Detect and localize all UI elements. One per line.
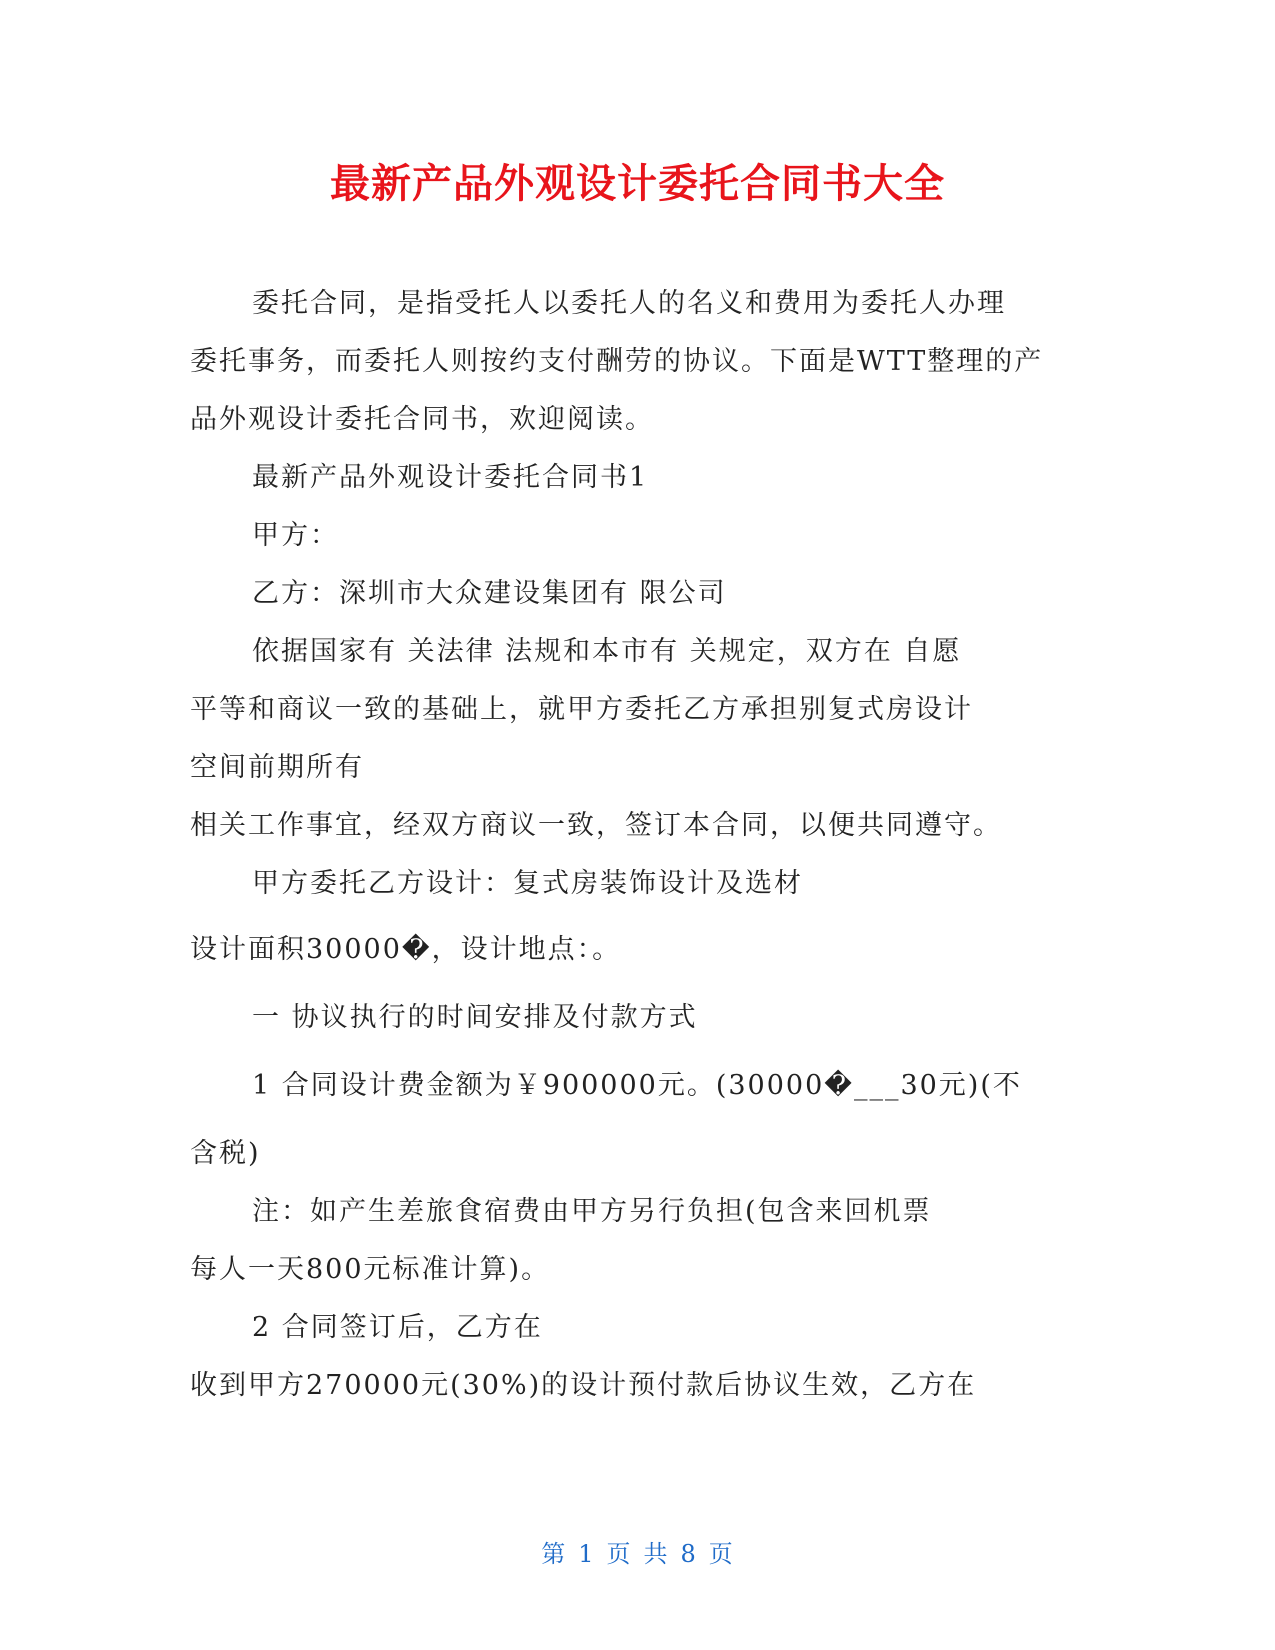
section-heading: 一 协议执行的时间安排及付款方式 — [252, 1002, 698, 1033]
paragraph-line: 甲方委托乙方设计：复式房装饰设计及选材 — [252, 868, 803, 899]
note-line: 每人一天800元标准计算)。 — [190, 1254, 551, 1285]
page-label-mid: 页 — [606, 1540, 632, 1568]
page-label-prefix: 第 — [541, 1540, 567, 1568]
contract-heading: 最新产品外观设计委托合同书1 — [252, 462, 649, 493]
clause-line: 2 合同签订后，乙方在 — [252, 1312, 543, 1343]
party-a-line: 甲方： — [252, 520, 339, 551]
page-number: 1 — [578, 1540, 595, 1568]
paragraph-line: 空间前期所有 — [190, 752, 364, 783]
clause-line: 含税) — [190, 1138, 261, 1169]
clause-line: 收到甲方270000元(30%)的设计预付款后协议生效，乙方在 — [190, 1370, 977, 1401]
party-b-line: 乙方：深圳市大众建设集团有 限公司 — [252, 578, 727, 609]
paragraph-line: 委托事务，而委托人则按约支付酬劳的协议。下面是WTT整理的产 — [190, 346, 1044, 377]
total-prefix: 共 — [643, 1540, 669, 1568]
clause-line: 1 合同设计费金额为￥900000元。(30000�___30元)(不 — [252, 1070, 1022, 1101]
paragraph-line: 委托合同，是指受托人以委托人的名义和费用为委托人办理 — [252, 288, 1006, 319]
paragraph-line: 品外观设计委托合同书，欢迎阅读。 — [190, 404, 654, 435]
page-footer — [0, 1539, 1275, 1569]
paragraph-line: 平等和商议一致的基础上，就甲方委托乙方承担别复式房设计 — [190, 694, 973, 725]
paragraph-line: 依据国家有 关法律 法规和本市有 关规定，双方在 自愿 — [252, 636, 962, 667]
paragraph-line: 设计面积30000�，设计地点：。 — [190, 934, 622, 965]
paragraph-line: 相关工作事宜，经双方商议一致，签订本合同，以便共同遵守。 — [190, 810, 1002, 841]
total-suffix: 页 — [708, 1540, 734, 1568]
document-title: 最新产品外观设计委托合同书大全 — [330, 161, 945, 207]
total-pages: 8 — [680, 1540, 697, 1568]
note-line: 注：如产生差旅食宿费由甲方另行负担(包含来回机票 — [252, 1196, 932, 1227]
